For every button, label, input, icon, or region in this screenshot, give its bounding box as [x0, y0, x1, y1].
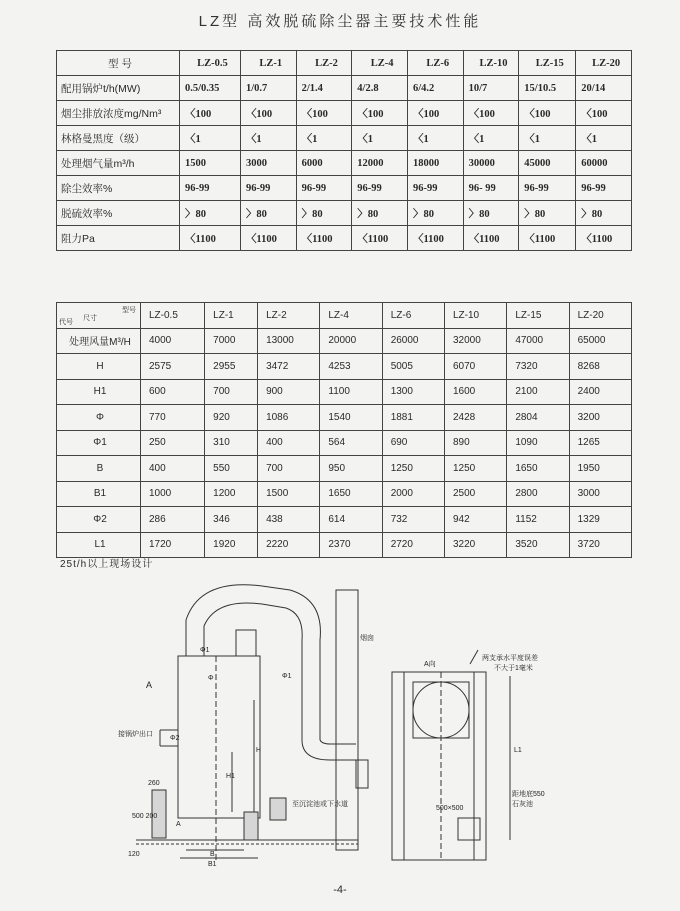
perf-cell: 〈100 [576, 101, 632, 126]
corner-model-label: 型号 [122, 307, 136, 314]
dim-row-label: B [57, 456, 141, 482]
dim-cell: 4000 [141, 328, 205, 354]
dim-cell: 1500 [258, 481, 320, 507]
site-design-note: 25t/h以上现场设计 [60, 559, 154, 570]
dim-cell: 32000 [445, 328, 507, 354]
page-number: -4- [333, 884, 347, 896]
perf-row-label: 配用锅炉t/h(MW) [57, 76, 180, 101]
perf-cell: 〈100 [240, 101, 296, 126]
label-A-view: A向 [424, 661, 436, 668]
label-L1: L1 [514, 747, 522, 754]
chimney [336, 590, 358, 850]
corner-size-label: 尺寸 [83, 314, 97, 322]
label-A: A [146, 680, 153, 690]
dim-cell: 690 [382, 430, 444, 456]
dim-260: 260 [148, 780, 160, 787]
dim-cell: 920 [205, 405, 258, 431]
perf-cell: 〈100 [463, 101, 519, 126]
perf-cell: 6000 [296, 151, 352, 176]
dim-cell: 3220 [445, 532, 507, 558]
perf-cell: 〉80 [407, 201, 463, 226]
perf-cell: 〉80 [180, 201, 241, 226]
dim-cell: 1950 [569, 456, 631, 482]
dim-cell: 47000 [507, 328, 569, 354]
perf-header-model: LZ-0.5 [180, 51, 241, 76]
note-level-2: 不大于1毫米 [494, 665, 533, 672]
dim-header-model: LZ-1 [205, 303, 258, 329]
perf-cell: 〈100 [407, 101, 463, 126]
label-B: B [210, 851, 215, 858]
label-pit-2: 石灰池 [512, 801, 533, 808]
dim-cell: 2400 [569, 379, 631, 405]
dim-cell: 1100 [320, 379, 382, 405]
dim-row-label: L1 [57, 532, 141, 558]
perf-cell: 〉80 [240, 201, 296, 226]
lime-pit [458, 818, 480, 840]
perf-cell: 〈1100 [180, 226, 241, 251]
perf-cell: 96-99 [180, 176, 241, 201]
perf-cell: 〈1100 [352, 226, 408, 251]
perf-cell: 1500 [180, 151, 241, 176]
perf-cell: 60000 [576, 151, 632, 176]
dim-cell: 286 [141, 507, 205, 533]
perf-cell: 96-99 [407, 176, 463, 201]
perf-row-label: 处理烟气量m³/h [57, 151, 180, 176]
dim-cell: 1090 [507, 430, 569, 456]
perf-cell: 〈1100 [240, 226, 296, 251]
dim-cell: 1540 [320, 405, 382, 431]
perf-cell: 20/14 [576, 76, 632, 101]
perf-cell: 〈1100 [296, 226, 352, 251]
dim-500x500: 500×500 [436, 805, 464, 812]
scrubber-body [178, 656, 260, 818]
label-B1: B1 [208, 861, 217, 868]
dim-cell: 1650 [507, 456, 569, 482]
dim-cell: 732 [382, 507, 444, 533]
perf-cell: 〈1 [296, 126, 352, 151]
dim-cell: 3200 [569, 405, 631, 431]
dim-cell: 1265 [569, 430, 631, 456]
label-A-small: A [176, 821, 181, 828]
dim-cell: 890 [445, 430, 507, 456]
label-chimney: 烟囱 [360, 635, 374, 642]
perf-cell: 〈1 [463, 126, 519, 151]
perf-cell: 〈100 [180, 101, 241, 126]
dim-cell: 564 [320, 430, 382, 456]
perf-cell: 10/7 [463, 76, 519, 101]
perf-cell: 0.5/0.35 [180, 76, 241, 101]
dim-header-model: LZ-4 [320, 303, 382, 329]
dim-cell: 2800 [507, 481, 569, 507]
dim-cell: 2428 [445, 405, 507, 431]
perf-cell: 〈1100 [463, 226, 519, 251]
perf-cell: 30000 [463, 151, 519, 176]
perf-cell: 96- 99 [463, 176, 519, 201]
label-H1: H1 [226, 773, 235, 780]
dim-cell: 2500 [445, 481, 507, 507]
dim-cell: 1086 [258, 405, 320, 431]
dim-cell: 942 [445, 507, 507, 533]
dim-header-model: LZ-20 [569, 303, 631, 329]
perf-cell: 〈1100 [576, 226, 632, 251]
dim-cell: 700 [205, 379, 258, 405]
dim-cell: 26000 [382, 328, 444, 354]
perf-cell: 18000 [407, 151, 463, 176]
label-phi1-top: Φ1 [200, 647, 210, 654]
dim-cell: 900 [258, 379, 320, 405]
dim-cell: 1250 [445, 456, 507, 482]
dim-cell: 950 [320, 456, 382, 482]
dim-cell: 1920 [205, 532, 258, 558]
perf-cell: 6/4.2 [407, 76, 463, 101]
dim-row-label: B1 [57, 481, 141, 507]
perf-cell: 12000 [352, 151, 408, 176]
dim-cell: 1200 [205, 481, 258, 507]
dim-cell: 20000 [320, 328, 382, 354]
label-phi2: Φ2 [170, 735, 180, 742]
dim-cell: 1650 [320, 481, 382, 507]
perf-header-model: LZ-10 [463, 51, 519, 76]
perf-cell: 2/1.4 [296, 76, 352, 101]
label-sump: 至沉淀池或下水道 [292, 801, 348, 808]
dim-cell: 2370 [320, 532, 382, 558]
outlet-duct-inner [204, 603, 302, 740]
dim-cell: 6070 [445, 354, 507, 380]
perf-cell: 〈1 [180, 126, 241, 151]
dim-cell: 438 [258, 507, 320, 533]
dim-cell: 1600 [445, 379, 507, 405]
dim-row-label: 处理风量M³/H [57, 328, 141, 354]
dim-cell: 5005 [382, 354, 444, 380]
dim-row-label: H1 [57, 379, 141, 405]
dim-cell: 1250 [382, 456, 444, 482]
dim-cell: 1300 [382, 379, 444, 405]
perf-cell: 〈1100 [407, 226, 463, 251]
dim-cell: 346 [205, 507, 258, 533]
dim-header-model: LZ-15 [507, 303, 569, 329]
dim-120: 120 [128, 851, 140, 858]
perf-cell: 45000 [519, 151, 576, 176]
dim-row-label: H [57, 354, 141, 380]
perf-row-label: 烟尘排放浓度mg/Nm³ [57, 101, 180, 126]
perf-cell: 〉80 [463, 201, 519, 226]
dim-cell: 550 [205, 456, 258, 482]
dim-cell: 614 [320, 507, 382, 533]
dim-cell: 7000 [205, 328, 258, 354]
dim-cell: 400 [141, 456, 205, 482]
perf-header-model: LZ-15 [519, 51, 576, 76]
dim-row-label: Φ [57, 405, 141, 431]
perf-header-model: LZ-1 [240, 51, 296, 76]
perf-header-model: LZ-2 [296, 51, 352, 76]
dim-cell: 310 [205, 430, 258, 456]
dim-row-label: Φ2 [57, 507, 141, 533]
dim-cell: 2220 [258, 532, 320, 558]
dim-cell: 700 [258, 456, 320, 482]
perf-cell: 〈1 [576, 126, 632, 151]
perf-cell: 3000 [240, 151, 296, 176]
dim-cell: 4253 [320, 354, 382, 380]
dim-cell: 600 [141, 379, 205, 405]
perf-row-label: 林格曼黑度（级） [57, 126, 180, 151]
perf-cell: 96-99 [296, 176, 352, 201]
perf-cell: 〈1 [519, 126, 576, 151]
page-title: LZ型 高效脱硫除尘器主要技术性能 [198, 13, 482, 30]
outlet-duct [186, 585, 320, 740]
dim-cell: 1000 [141, 481, 205, 507]
perf-header-model: LZ-6 [407, 51, 463, 76]
dim-cell: 250 [141, 430, 205, 456]
note-level-1: 两支承水平度误差 [482, 655, 538, 662]
perf-header-label: 型 号 [57, 51, 180, 76]
perf-cell: 〉80 [519, 201, 576, 226]
dim-cell: 2100 [507, 379, 569, 405]
dim-cell: 770 [141, 405, 205, 431]
perf-cell: 〉80 [296, 201, 352, 226]
dim-header-model: LZ-0.5 [141, 303, 205, 329]
perf-cell: 〈100 [519, 101, 576, 126]
label-phi1-right: Φ1 [282, 673, 292, 680]
dim-header-model: LZ-6 [382, 303, 444, 329]
label-H: H [256, 747, 262, 754]
dim-header-model: LZ-10 [445, 303, 507, 329]
dim-cell: 400 [258, 430, 320, 456]
label-boiler-outlet: 接锅炉出口 [118, 731, 153, 738]
dim-cell: 2000 [382, 481, 444, 507]
dim-cell: 7320 [507, 354, 569, 380]
label-phi: Φ [208, 675, 214, 682]
perf-header-model: LZ-4 [352, 51, 408, 76]
dim-cell: 13000 [258, 328, 320, 354]
dim-cell: 3000 [569, 481, 631, 507]
dim-cell: 2720 [382, 532, 444, 558]
perf-cell: 〉80 [576, 201, 632, 226]
dim-cell: 3472 [258, 354, 320, 380]
perf-cell: 4/2.8 [352, 76, 408, 101]
perf-cell: 96-99 [519, 176, 576, 201]
perf-row-label: 除尘效率% [57, 176, 180, 201]
perf-cell: 1/0.7 [240, 76, 296, 101]
perf-cell: 〈100 [296, 101, 352, 126]
corner-code-label: 代号 [59, 318, 73, 326]
perf-cell: 96-99 [352, 176, 408, 201]
perf-row-label: 阻力Pa [57, 226, 180, 251]
dim-cell: 1329 [569, 507, 631, 533]
dim-cell: 1881 [382, 405, 444, 431]
perf-cell: 96-99 [576, 176, 632, 201]
dim-cell: 2955 [205, 354, 258, 380]
perf-cell: 〈100 [352, 101, 408, 126]
perf-cell: 96-99 [240, 176, 296, 201]
perf-cell: 〈1 [352, 126, 408, 151]
dim-cell: 65000 [569, 328, 631, 354]
dim-cell: 1720 [141, 532, 205, 558]
perf-cell: 15/10.5 [519, 76, 576, 101]
dim-header-model: LZ-2 [258, 303, 320, 329]
dim-row-label: Φ1 [57, 430, 141, 456]
perf-cell: 〈1 [240, 126, 296, 151]
dim-cell: 3720 [569, 532, 631, 558]
perf-cell: 〈1 [407, 126, 463, 151]
dim-cell: 2575 [141, 354, 205, 380]
perf-cell: 〉80 [352, 201, 408, 226]
perf-header-model: LZ-20 [576, 51, 632, 76]
label-pit-1: 距地底550 [512, 791, 545, 798]
dim-cell: 3520 [507, 532, 569, 558]
dim-500-200: 500 200 [132, 813, 158, 820]
foundation-right [244, 812, 258, 840]
perf-cell: 〈1100 [519, 226, 576, 251]
dim-cell: 2804 [507, 405, 569, 431]
dim-cell: 1152 [507, 507, 569, 533]
side-view-frame [392, 672, 486, 860]
dim-cell: 8268 [569, 354, 631, 380]
perf-row-label: 脱硫效率% [57, 201, 180, 226]
